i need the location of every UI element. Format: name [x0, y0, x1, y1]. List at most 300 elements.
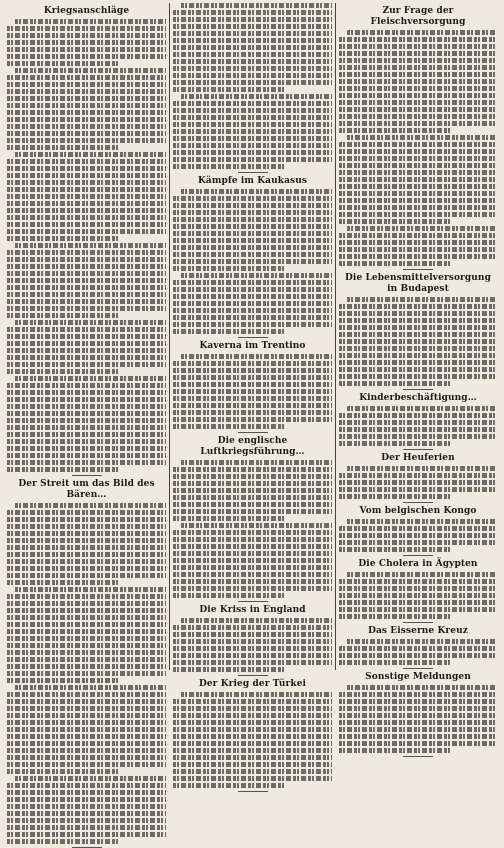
text-line: [15, 587, 166, 592]
text-line: [173, 294, 332, 299]
text-line: [173, 762, 332, 767]
text-line: [7, 566, 166, 571]
text-line: [173, 238, 332, 243]
text-line: [7, 369, 118, 374]
text-line: [339, 692, 497, 697]
text-line: [7, 26, 166, 31]
text-line: [339, 526, 497, 531]
text-line: [7, 594, 166, 599]
article-paragraph: [339, 639, 497, 665]
text-line: [7, 832, 166, 837]
text-line: [7, 404, 166, 409]
article-headline: Kaverna im Trentino: [199, 341, 306, 351]
section-divider: [238, 791, 268, 792]
text-line: [339, 107, 497, 112]
section-divider: [403, 269, 433, 270]
article: [173, 436, 332, 602]
text-line: [15, 685, 166, 690]
text-line: [173, 551, 332, 556]
text-line: [7, 334, 166, 339]
text-line: [339, 233, 497, 238]
section-divider: [238, 432, 268, 433]
section-divider: [238, 172, 268, 173]
text-line: [7, 510, 166, 515]
text-line: [173, 217, 332, 222]
text-line: [339, 593, 497, 598]
text-line: [173, 108, 332, 113]
text-line: [7, 432, 166, 437]
text-line: [347, 226, 497, 231]
text-line: [173, 776, 332, 781]
text-line: [7, 559, 166, 564]
text-line: [173, 706, 332, 711]
article-paragraph: [173, 189, 332, 271]
text-line: [7, 622, 166, 627]
text-line: [339, 600, 497, 605]
text-line: [7, 208, 166, 213]
text-line: [347, 572, 497, 577]
text-line: [339, 318, 497, 323]
text-line: [181, 3, 332, 8]
text-line: [181, 94, 332, 99]
text-line: [173, 495, 332, 500]
text-line: [7, 299, 166, 304]
text-line: [7, 425, 166, 430]
text-line: [173, 572, 332, 577]
text-line: [173, 287, 332, 292]
text-line: [7, 348, 166, 353]
text-line: [7, 769, 118, 774]
text-line: [339, 121, 497, 126]
text-line: [7, 552, 166, 557]
text-line: [173, 653, 332, 658]
article-paragraph: [339, 519, 497, 552]
column-container: [4, 3, 500, 689]
text-line: [173, 259, 332, 264]
text-line: [7, 601, 166, 606]
text-line: [7, 446, 166, 451]
text-line: [339, 219, 450, 224]
section-divider: [238, 675, 268, 676]
text-line: [173, 322, 332, 327]
text-line: [181, 618, 332, 623]
text-line: [173, 586, 332, 591]
article-headline: Die Lebensmittelversorgung in Budapest: [345, 273, 491, 294]
text-line: [173, 368, 332, 373]
article-paragraph: [7, 685, 166, 774]
text-line: [173, 266, 284, 271]
text-line: [173, 196, 332, 201]
text-line: [7, 124, 166, 129]
text-line: [339, 540, 497, 545]
text-line: [339, 720, 497, 725]
article: [339, 273, 497, 390]
section-divider: [403, 449, 433, 450]
text-line: [7, 439, 166, 444]
text-line: [173, 80, 332, 85]
text-line: [339, 261, 450, 266]
text-line: [339, 142, 497, 147]
text-line: [339, 586, 497, 591]
text-line: [173, 579, 332, 584]
text-line: [181, 460, 332, 465]
text-line: [173, 59, 332, 64]
text-line: [7, 82, 166, 87]
text-line: [173, 625, 332, 630]
text-line: [173, 502, 332, 507]
text-line: [347, 30, 497, 35]
text-line: [7, 159, 166, 164]
article-paragraph: [173, 94, 332, 169]
text-line: [339, 381, 450, 386]
text-line: [339, 79, 497, 84]
text-line: [173, 410, 332, 415]
text-line: [7, 453, 166, 458]
article-paragraph: [7, 376, 166, 472]
text-line: [181, 354, 332, 359]
text-line: [173, 488, 332, 493]
text-line: [339, 699, 497, 704]
text-line: [7, 692, 166, 697]
text-line: [173, 558, 332, 563]
text-line: [7, 33, 166, 38]
article-headline: Kämpfe im Kaukasus: [197, 176, 308, 186]
article-paragraph: [173, 618, 332, 672]
text-line: [7, 839, 118, 844]
text-line: [7, 797, 166, 802]
text-line: [339, 480, 497, 485]
article-paragraph: [173, 273, 332, 334]
text-line: [173, 245, 332, 250]
text-line: [173, 210, 332, 215]
text-line: [173, 389, 332, 394]
section-divider: [403, 389, 433, 390]
text-line: [7, 383, 166, 388]
text-line: [173, 734, 332, 739]
text-line: [7, 734, 166, 739]
text-line: [173, 38, 332, 43]
article-paragraph: [7, 243, 166, 318]
text-line: [7, 678, 118, 683]
text-line: [7, 643, 166, 648]
text-line: [173, 396, 332, 401]
text-line: [173, 87, 284, 92]
text-line: [173, 164, 284, 169]
text-line: [7, 96, 166, 101]
text-line: [173, 417, 332, 422]
text-line: [339, 360, 497, 365]
text-line: [7, 741, 166, 746]
text-line: [173, 660, 332, 665]
text-line: [173, 361, 332, 366]
section-divider: [403, 622, 433, 623]
text-line: [347, 639, 497, 644]
article-headline: Der Heuferien: [381, 453, 455, 463]
text-line: [7, 636, 166, 641]
text-line: [339, 748, 450, 753]
text-line: [7, 460, 166, 465]
text-line: [173, 382, 332, 387]
text-line: [339, 579, 497, 584]
article: [339, 393, 497, 450]
text-line: [339, 93, 497, 98]
article-paragraph: [339, 30, 497, 133]
text-line: [7, 727, 166, 732]
text-line: [7, 818, 166, 823]
article-headline: Die Cholera in Ägypten: [358, 559, 478, 569]
text-line: [339, 494, 450, 499]
text-line: [7, 180, 166, 185]
article-paragraph: [173, 3, 332, 92]
article: [339, 453, 497, 503]
text-line: [339, 128, 450, 133]
text-line: [347, 685, 497, 690]
text-line: [7, 615, 166, 620]
column-1: [4, 3, 169, 670]
text-line: [339, 441, 450, 446]
column-3: [335, 3, 500, 682]
text-line: [15, 152, 166, 157]
article-paragraph: [339, 572, 497, 619]
text-line: [173, 66, 332, 71]
text-line: [339, 727, 497, 732]
text-line: [7, 524, 166, 529]
text-line: [7, 629, 166, 634]
text-line: [339, 614, 450, 619]
article-headline: Der Streit um das Bild des Bären…: [18, 479, 155, 500]
article-headline: Vom belgischen Kongo: [359, 506, 477, 516]
text-line: [173, 474, 332, 479]
section-divider: [238, 337, 268, 338]
article-paragraph: [7, 19, 166, 66]
text-line: [339, 72, 497, 77]
article-paragraph: [7, 587, 166, 683]
article-paragraph: [7, 68, 166, 150]
section-divider: [238, 601, 268, 602]
text-line: [347, 135, 497, 140]
text-line: [7, 545, 166, 550]
text-line: [7, 790, 166, 795]
text-line: [7, 538, 166, 543]
article-paragraph: [173, 692, 332, 788]
text-line: [339, 198, 497, 203]
text-line: [7, 720, 166, 725]
text-line: [347, 406, 497, 411]
text-line: [173, 727, 332, 732]
text-line: [339, 184, 497, 189]
text-line: [339, 339, 497, 344]
text-line: [7, 117, 166, 122]
text-line: [339, 420, 497, 425]
text-line: [173, 481, 332, 486]
article-paragraph: [173, 523, 332, 598]
text-line: [173, 741, 332, 746]
article-paragraph: [339, 406, 497, 446]
text-line: [173, 667, 284, 672]
text-line: [7, 201, 166, 206]
text-line: [339, 653, 497, 658]
text-line: [339, 254, 497, 259]
text-line: [339, 741, 497, 746]
text-line: [173, 537, 332, 542]
text-line: [339, 51, 497, 56]
article: [339, 506, 497, 556]
article: [339, 559, 497, 623]
text-line: [7, 173, 166, 178]
article: [173, 679, 332, 792]
text-line: [7, 706, 166, 711]
article-paragraph: [339, 297, 497, 386]
text-line: [7, 411, 166, 416]
text-line: [173, 301, 332, 306]
section-divider: [403, 502, 433, 503]
text-line: [7, 748, 166, 753]
text-line: [7, 166, 166, 171]
text-line: [347, 519, 497, 524]
text-line: [173, 136, 332, 141]
text-line: [181, 273, 332, 278]
text-line: [173, 224, 332, 229]
text-line: [7, 313, 118, 318]
article-headline: Zur Frage der Fleischversorgung: [370, 6, 466, 27]
text-line: [7, 664, 166, 669]
article: [339, 672, 497, 757]
column-2: [169, 3, 335, 689]
text-line: [7, 390, 166, 395]
text-line: [7, 671, 166, 676]
text-line: [173, 315, 332, 320]
text-line: [339, 713, 497, 718]
text-line: [339, 607, 497, 612]
article-headline: Die Kriss in England: [199, 605, 306, 615]
article: [173, 176, 332, 338]
text-line: [7, 271, 166, 276]
text-line: [7, 306, 166, 311]
text-line: [173, 45, 332, 50]
text-line: [7, 397, 166, 402]
text-line: [339, 212, 497, 217]
text-line: [339, 311, 497, 316]
text-line: [173, 157, 332, 162]
text-line: [7, 278, 166, 283]
text-line: [181, 189, 332, 194]
text-line: [339, 37, 497, 42]
text-line: [15, 320, 166, 325]
article-headline: Die englische Luftkriegsführung…: [200, 436, 305, 457]
text-line: [7, 292, 166, 297]
text-line: [173, 748, 332, 753]
text-line: [173, 24, 332, 29]
text-line: [7, 699, 166, 704]
article: [339, 6, 497, 270]
text-line: [7, 229, 166, 234]
text-line: [339, 325, 497, 330]
article-paragraph: [339, 466, 497, 499]
text-line: [173, 565, 332, 570]
text-line: [173, 646, 332, 651]
text-line: [7, 103, 166, 108]
article-headline: Kinderbeschäftigung…: [359, 393, 477, 403]
text-line: [339, 205, 497, 210]
article-paragraph: [7, 320, 166, 374]
text-line: [347, 466, 497, 471]
text-line: [339, 100, 497, 105]
text-line: [339, 646, 497, 651]
article-paragraph: [7, 503, 166, 585]
text-line: [173, 73, 332, 78]
article: [173, 341, 332, 433]
text-line: [173, 593, 284, 598]
text-line: [15, 376, 166, 381]
text-line: [7, 341, 166, 346]
article-paragraph: [7, 776, 166, 844]
article-paragraph: [173, 460, 332, 521]
text-line: [339, 547, 450, 552]
article-paragraph: [339, 135, 497, 224]
text-line: [173, 129, 332, 134]
text-line: [339, 533, 497, 538]
text-line: [7, 40, 166, 45]
article-headline: Das Eisserne Kreuz: [368, 626, 468, 636]
text-line: [173, 467, 332, 472]
text-line: [7, 222, 166, 227]
text-line: [339, 413, 497, 418]
text-line: [339, 163, 497, 168]
text-line: [347, 297, 497, 302]
text-line: [15, 19, 166, 24]
text-line: [7, 138, 166, 143]
text-line: [339, 367, 497, 372]
article: [339, 626, 497, 669]
text-line: [7, 215, 166, 220]
text-line: [7, 650, 166, 655]
text-line: [7, 250, 166, 255]
text-line: [7, 145, 118, 150]
text-line: [7, 418, 166, 423]
text-line: [7, 89, 166, 94]
text-line: [7, 257, 166, 262]
text-line: [7, 531, 166, 536]
text-line: [339, 114, 497, 119]
text-line: [7, 608, 166, 613]
text-line: [339, 86, 497, 91]
text-line: [173, 329, 284, 334]
text-line: [339, 374, 497, 379]
text-line: [7, 762, 166, 767]
text-line: [339, 660, 450, 665]
article-headline: Der Krieg der Türkei: [198, 679, 307, 689]
text-line: [173, 783, 284, 788]
text-line: [173, 252, 332, 257]
text-line: [7, 327, 166, 332]
text-line: [7, 75, 166, 80]
text-line: [173, 115, 332, 120]
text-line: [173, 632, 332, 637]
text-line: [7, 573, 166, 578]
text-line: [7, 61, 118, 66]
text-line: [339, 240, 497, 245]
section-divider: [403, 756, 433, 757]
text-line: [173, 516, 284, 521]
text-line: [181, 692, 332, 697]
text-line: [173, 544, 332, 549]
text-line: [339, 247, 497, 252]
text-line: [173, 755, 332, 760]
text-line: [339, 170, 497, 175]
text-line: [7, 110, 166, 115]
text-line: [15, 243, 166, 248]
article-paragraph: [7, 152, 166, 241]
